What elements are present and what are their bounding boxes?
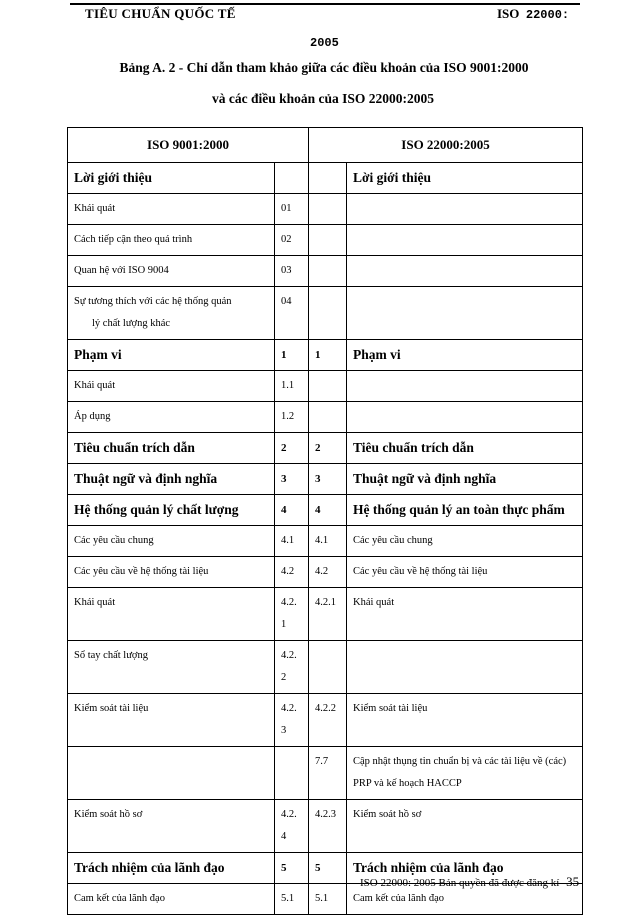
iso9001-clause-title-text: Kiểm soát tài liệu — [74, 703, 149, 714]
iso22000-clause-title — [347, 402, 583, 433]
iso9001-clause-title-text: Sự tương thích với các hệ thống quản — [74, 296, 232, 307]
iso9001-clause-number-text: 04 — [281, 296, 292, 307]
iso9001-clause-number-text: 03 — [281, 265, 292, 276]
iso9001-clause-title-text: Áp dụng — [74, 411, 111, 422]
iso9001-clause-title — [68, 526, 275, 557]
iso9001-clause-number — [275, 495, 309, 526]
header-rule — [70, 3, 580, 5]
iso9001-clause-title-text: Hệ thống quản lý chất lượng — [74, 502, 239, 517]
table-row — [68, 557, 583, 588]
iso22000-clause-title-text: Phạm vi — [353, 347, 401, 362]
iso22000-clause-number — [309, 194, 347, 225]
iso22000-clause-title-text: Khái quát — [353, 597, 395, 608]
iso22000-clause-number-text: 4.2.1 — [315, 597, 337, 608]
iso9001-clause-title — [68, 256, 275, 287]
iso22000-clause-number — [309, 588, 347, 641]
iso9001-clause-number-text: 1.2 — [281, 411, 295, 422]
iso9001-clause-number — [275, 163, 309, 194]
iso9001-clause-number-text: 4.2 — [281, 566, 295, 577]
table-title-line2 — [0, 91, 638, 107]
page-footer — [360, 874, 579, 890]
header-right — [497, 6, 569, 22]
iso22000-clause-number — [309, 225, 347, 256]
iso9001-clause-number-text: 4.2. — [281, 809, 297, 820]
iso22000-clause-title — [347, 557, 583, 588]
iso9001-clause-number-text-cont: 1 — [281, 619, 287, 630]
iso9001-clause-title — [68, 194, 275, 225]
iso9001-clause-number — [275, 747, 309, 800]
footer-copyright: ISO 22000: 2005 Bản quyền đã được đăng kí — [360, 877, 560, 889]
iso9001-clause-number — [275, 402, 309, 433]
iso22000-clause-title — [347, 526, 583, 557]
iso9001-clause-number-text-cont: 3 — [281, 725, 287, 736]
table-title-line2-text: và các điều khoản của ISO 22000:2005 — [211, 91, 435, 106]
table-row — [68, 340, 583, 371]
iso22000-clause-number — [309, 371, 347, 402]
iso22000-clause-title — [347, 800, 583, 853]
iso22000-clause-title — [347, 588, 583, 641]
iso9001-clause-title — [68, 433, 275, 464]
iso9001-clause-number-text: 4.1 — [281, 535, 295, 546]
iso22000-clause-title-text: Cam kết của lãnh đạo — [353, 893, 444, 904]
iso9001-clause-title-text: Tiêu chuẩn trích dẫn — [74, 440, 195, 455]
iso9001-clause-title — [68, 225, 275, 256]
table-row — [68, 495, 583, 526]
iso22000-clause-title-text: Lời giới thiệu — [353, 170, 431, 185]
iso9001-clause-number — [275, 526, 309, 557]
iso22000-clause-title — [347, 464, 583, 495]
iso9001-clause-number — [275, 287, 309, 340]
iso22000-clause-number — [309, 641, 347, 694]
iso22000-clause-number — [309, 526, 347, 557]
iso22000-clause-number — [309, 433, 347, 464]
iso9001-clause-title — [68, 588, 275, 641]
iso22000-clause-number-text: 1 — [315, 349, 321, 361]
iso22000-clause-title-text: Các yêu cầu về hệ thống tài liệu — [353, 566, 488, 577]
header-year: 2005 — [310, 36, 339, 50]
iso22000-clause-title — [347, 433, 583, 464]
iso9001-clause-title-text: Cam kết của lãnh đạo — [74, 893, 165, 904]
iso9001-clause-title — [68, 747, 275, 800]
iso9001-clause-number — [275, 433, 309, 464]
iso9001-clause-title-text: Khái quát — [74, 380, 116, 391]
iso22000-clause-title — [347, 194, 583, 225]
iso9001-clause-number-text: 3 — [281, 473, 287, 485]
iso9001-clause-title-text: Phạm vi — [74, 347, 122, 362]
iso9001-clause-number-text: 4.2. — [281, 703, 297, 714]
iso22000-clause-number-text: 2 — [315, 442, 321, 454]
iso22000-clause-number — [309, 557, 347, 588]
table-row — [68, 464, 583, 495]
iso22000-clause-number-text: 4.1 — [315, 535, 329, 546]
iso9001-clause-title-text-cont: lý chất lượng khác — [92, 318, 171, 329]
table-row — [68, 433, 583, 464]
iso9001-clause-title-text: Lời giới thiệu — [74, 170, 152, 185]
iso9001-clause-title — [68, 694, 275, 747]
iso9001-clause-title-text: Các yêu cầu chung — [74, 535, 154, 546]
iso9001-clause-title-text: Cách tiếp cận theo quá trình — [74, 234, 193, 245]
iso9001-clause-number — [275, 694, 309, 747]
table-row — [68, 194, 583, 225]
iso22000-clause-number — [309, 747, 347, 800]
iso22000-clause-number-text: 5.1 — [315, 893, 329, 904]
iso22000-clause-title-text: Trách nhiệm của lãnh đạo — [353, 860, 504, 875]
iso22000-clause-number-text: 3 — [315, 473, 321, 485]
iso22000-clause-title — [347, 495, 583, 526]
table-row — [68, 371, 583, 402]
table-row — [68, 694, 583, 747]
iso9001-clause-title — [68, 800, 275, 853]
iso9001-clause-title-text: Các yêu cầu về hệ thống tài liệu — [74, 566, 209, 577]
iso9001-clause-number — [275, 256, 309, 287]
table-row — [68, 526, 583, 557]
iso22000-clause-title-text: Hệ thống quản lý an toàn thực phẩm — [353, 502, 565, 517]
iso9001-clause-number-text-cont: 2 — [281, 672, 287, 683]
iso22000-clause-title — [347, 641, 583, 694]
iso9001-clause-title — [68, 495, 275, 526]
iso9001-clause-number-text: 02 — [281, 234, 292, 245]
iso22000-clause-title-text: Kiểm soát hồ sơ — [353, 809, 422, 820]
iso22000-clause-title-text: Tiêu chuẩn trích dẫn — [353, 440, 474, 455]
iso22000-clause-number — [309, 800, 347, 853]
iso9001-clause-title-text: Khái quát — [74, 597, 116, 608]
iso22000-clause-number — [309, 694, 347, 747]
iso9001-clause-number-text: 5 — [281, 862, 287, 874]
iso22000-clause-number-text: 4.2 — [315, 566, 329, 577]
iso9001-clause-title-text: Sổ tay chất lượng — [74, 650, 148, 661]
iso22000-clause-title — [347, 747, 583, 800]
iso22000-clause-title-text: Thuật ngữ và định nghĩa — [353, 471, 497, 486]
iso9001-clause-number-text: 2 — [281, 442, 287, 454]
iso22000-clause-number-text: 4 — [315, 504, 321, 516]
iso9001-clause-number-text: 01 — [281, 203, 292, 214]
table-row — [68, 641, 583, 694]
header-iso22000: ISO 22000:2005 — [309, 128, 583, 163]
iso9001-clause-number — [275, 464, 309, 495]
iso9001-clause-number-text: 4.2. — [281, 597, 297, 608]
iso9001-clause-title-text: Quan hệ với ISO 9004 — [74, 265, 169, 276]
iso9001-clause-number — [275, 194, 309, 225]
iso9001-clause-title-text: Thuật ngữ và định nghĩa — [74, 471, 218, 486]
iso22000-clause-number — [309, 402, 347, 433]
iso9001-clause-title — [68, 853, 275, 884]
iso9001-clause-number — [275, 884, 309, 915]
iso22000-clause-number — [309, 256, 347, 287]
iso9001-clause-number-text-cont: 4 — [281, 831, 287, 842]
iso22000-clause-number-text: 7.7 — [315, 756, 329, 767]
iso9001-clause-title — [68, 884, 275, 915]
iso22000-clause-number-text: 4.2.2 — [315, 703, 337, 714]
iso9001-clause-title — [68, 402, 275, 433]
cross-reference-table — [67, 127, 583, 915]
table-row — [68, 747, 583, 800]
iso22000-clause-title — [347, 287, 583, 340]
iso9001-clause-title — [68, 340, 275, 371]
table-row — [68, 588, 583, 641]
iso9001-clause-number-text: 1 — [281, 349, 287, 361]
iso9001-clause-title — [68, 641, 275, 694]
iso9001-clause-title — [68, 371, 275, 402]
iso22000-clause-title-text: Các yêu cầu chung — [353, 535, 433, 546]
iso9001-clause-number — [275, 557, 309, 588]
iso9001-clause-number — [275, 800, 309, 853]
iso22000-clause-title — [347, 340, 583, 371]
iso22000-clause-number — [309, 495, 347, 526]
iso22000-clause-title — [347, 371, 583, 402]
iso9001-clause-title-text: Trách nhiệm của lãnh đạo — [74, 860, 225, 875]
iso9001-clause-number-text: 5.1 — [281, 893, 295, 904]
iso9001-clause-title — [68, 464, 275, 495]
iso22000-clause-title-text: Cập nhật thụng tin chuẩn bị và các tài liệu về (các) — [353, 756, 567, 767]
table-title-line1-text: Bảng A. 2 - Chỉ dẫn tham khảo giữa các điều khoản của ISO 9001:2000 — [119, 60, 529, 75]
iso9001-clause-title-text: Kiểm soát hồ sơ — [74, 809, 143, 820]
iso9001-clause-number — [275, 853, 309, 884]
iso22000-clause-title — [347, 225, 583, 256]
iso9001-clause-number — [275, 340, 309, 371]
iso9001-clause-title-text: Khái quát — [74, 203, 116, 214]
iso9001-clause-number — [275, 588, 309, 641]
iso9001-clause-number-text: 1.1 — [281, 380, 295, 391]
iso22000-clause-number-text: 4.2.3 — [315, 809, 337, 820]
iso22000-clause-number — [309, 340, 347, 371]
iso9001-clause-title — [68, 287, 275, 340]
table-row — [68, 402, 583, 433]
iso9001-clause-number-text: 4.2. — [281, 650, 297, 661]
iso22000-clause-number — [309, 884, 347, 915]
iso9001-clause-title — [68, 557, 275, 588]
header-right-code: 22000: — [525, 8, 570, 22]
table-title-line1 — [0, 60, 638, 76]
iso22000-clause-number — [309, 853, 347, 884]
iso22000-clause-title — [347, 694, 583, 747]
iso9001-clause-title — [68, 163, 275, 194]
iso22000-clause-number — [309, 464, 347, 495]
iso22000-clause-title-text-cont: PRP và kế hoạch HACCP — [353, 778, 462, 789]
table-row — [68, 287, 583, 340]
header-iso9001: ISO 9001:2000 — [68, 128, 309, 163]
table-row — [68, 163, 583, 194]
iso9001-clause-number — [275, 641, 309, 694]
table-row — [68, 256, 583, 287]
iso9001-clause-number-text: 4 — [281, 504, 287, 516]
iso9001-clause-number — [275, 371, 309, 402]
table-row — [68, 225, 583, 256]
iso9001-clause-number — [275, 225, 309, 256]
iso22000-clause-title — [347, 256, 583, 287]
table-header-row — [68, 128, 583, 163]
table-row — [68, 800, 583, 853]
page-number: 35 — [566, 874, 580, 889]
iso22000-clause-number-text: 5 — [315, 862, 321, 874]
iso22000-clause-title-text: Kiểm soát tài liệu — [353, 703, 428, 714]
header-left: TIÊU CHUẨN QUỐC TẾ — [85, 6, 236, 21]
iso22000-clause-number — [309, 287, 347, 340]
iso22000-clause-number — [309, 163, 347, 194]
header-right-prefix: ISO — [497, 6, 520, 21]
iso22000-clause-title — [347, 163, 583, 194]
